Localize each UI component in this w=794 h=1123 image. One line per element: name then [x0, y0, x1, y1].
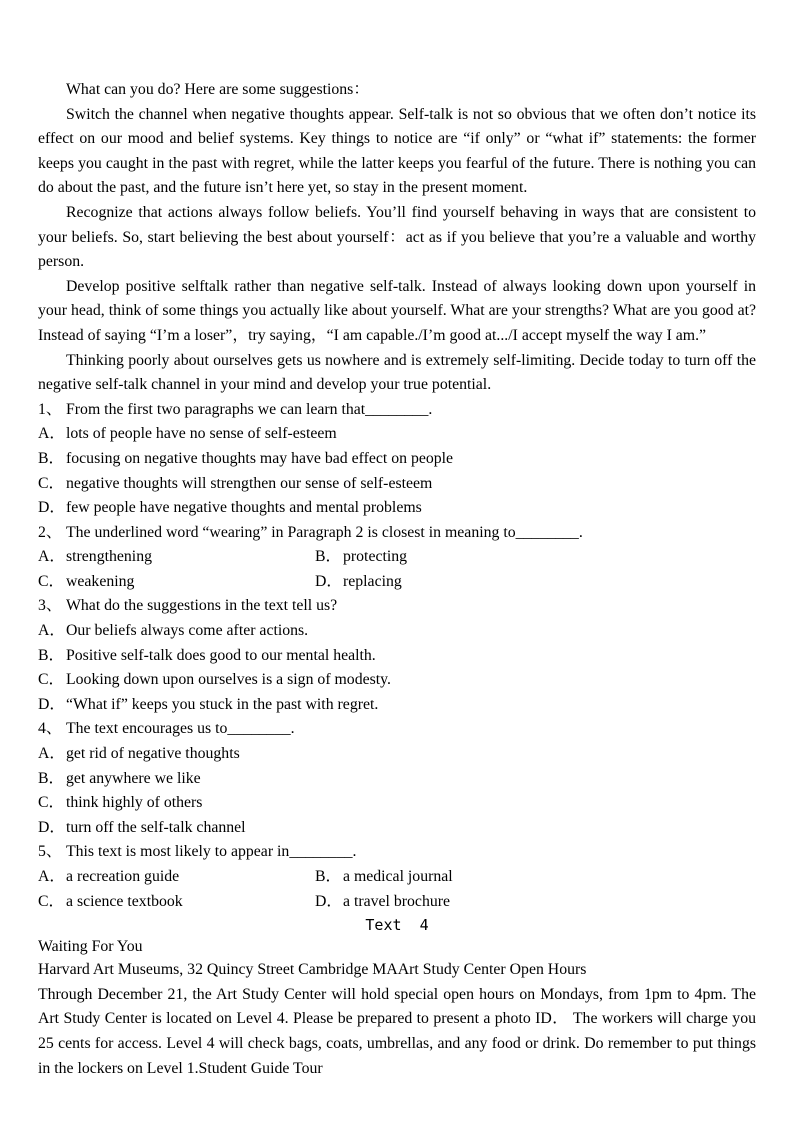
question-3-option-d	[38, 693, 756, 718]
option-text: a recreation guide	[66, 868, 180, 885]
question-3-number: 3、	[38, 597, 62, 615]
question-3-option-c	[38, 668, 756, 693]
question-5	[38, 840, 756, 865]
option-label: B．	[315, 548, 342, 566]
question-2	[38, 521, 756, 546]
passage-paragraph-1: What can you do? Here are some suggestions：	[66, 81, 370, 98]
question-5-options-row-2	[38, 890, 756, 915]
question-2-option-b	[315, 545, 407, 570]
section-title: Waiting For You	[38, 938, 143, 956]
option-label: A．	[38, 425, 66, 443]
section-heading-text-4: Text 4	[365, 916, 429, 935]
option-label: D．	[38, 499, 66, 517]
option-text: get rid of negative thoughts	[66, 745, 240, 763]
option-text: think highly of others	[66, 794, 203, 812]
question-1-option-a	[38, 422, 756, 447]
question-2-options-row-1	[38, 545, 756, 570]
option-label: A．	[38, 548, 66, 566]
question-3-text: What do the suggestions in the text tell us?	[66, 597, 338, 615]
option-label: D．	[315, 572, 343, 590]
option-text: Looking down upon ourselves is a sign of modesty.	[66, 671, 391, 689]
passage-paragraph-4: Develop positive selftalk rather than negative self-talk. Instead of always looking down upon yourself in your head, think of some things you actually like about yourself. What are your strengths? What are you good at? Instead of saying “I’m a loser”，try saying，“I am capable./I’m good at.../I accept myself the way I am.”	[38, 277, 756, 344]
option-text: weakening	[66, 572, 135, 590]
option-text: Positive self-talk does good to our mental health.	[66, 646, 376, 664]
question-5-text: This text is most likely to appear in________.	[66, 843, 357, 861]
option-text: “What if” keeps you stuck in the past with regret.	[66, 695, 379, 713]
option-text: a science textbook	[66, 892, 183, 910]
question-4-number: 4、	[38, 720, 62, 738]
option-label: C．	[38, 794, 65, 812]
option-text: a medical journal	[343, 868, 453, 885]
question-1-option-d	[38, 496, 756, 521]
option-label: C．	[38, 892, 65, 910]
option-label: C．	[38, 474, 65, 492]
option-label: A．	[38, 868, 66, 885]
option-text: Our beliefs always come after actions.	[66, 622, 309, 640]
section-address-line: Harvard Art Museums, 32 Quincy Street Cambridge MAArt Study Center Open Hours	[38, 961, 587, 979]
option-label: B．	[38, 449, 65, 467]
option-text: a travel brochure	[343, 892, 451, 910]
question-5-option-b	[315, 865, 453, 890]
question-5-option-a	[38, 865, 315, 890]
question-1-option-b	[38, 447, 756, 472]
question-2-text: The underlined word “wearing” in Paragraph 2 is closest in meaning to________.	[66, 523, 583, 541]
question-4-option-d	[38, 816, 756, 841]
option-text: replacing	[343, 572, 402, 590]
option-label: B．	[38, 769, 65, 787]
passage-paragraph-5: Thinking poorly about ourselves gets us nowhere and is extremely self-limiting. Decide today to turn off the negative self-talk channel in your mind and develop your true potential.	[38, 351, 756, 394]
question-1	[38, 398, 756, 423]
question-2-option-c	[38, 570, 315, 595]
option-label: A．	[38, 745, 66, 763]
question-5-option-d	[315, 890, 450, 915]
question-4-option-a	[38, 742, 756, 767]
question-3-option-b	[38, 644, 756, 669]
question-2-option-d	[315, 570, 402, 595]
passage-paragraph-3: Recognize that actions always follow beliefs. You’ll find yourself behaving in ways that are consistent to your beliefs. So, start believing the best about yourself：act as if you believe that you’re a valuable and worthy person.	[38, 203, 756, 271]
question-4	[38, 717, 756, 742]
question-3-option-a	[38, 619, 756, 644]
question-5-number: 5、	[38, 843, 62, 861]
question-5-options-row-1	[38, 865, 756, 890]
passage-paragraph-2: Switch the channel when negative thoughts appear. Self-talk is not so obvious that we often don’t notice its effect on our mood and belief systems. Key things to notice are “if only” or “what if” statements: the former keeps you caught in the past with regret, while the latter keeps you fearful of the future. There is nothing you can do about the past, and the future isn’t here yet, so stay in the present moment.	[38, 105, 756, 197]
question-4-option-b	[38, 767, 756, 792]
option-label: D．	[38, 818, 66, 836]
question-1-option-c	[38, 472, 756, 497]
option-label: B．	[38, 646, 65, 664]
question-2-option-a	[38, 545, 315, 570]
question-4-text: The text encourages us to________.	[66, 720, 295, 738]
option-label: C．	[38, 572, 65, 590]
question-1-number: 1、	[38, 400, 62, 418]
question-2-options-row-2	[38, 570, 756, 595]
option-text: strengthening	[66, 548, 152, 566]
option-label: B．	[315, 868, 342, 885]
option-label: D．	[315, 892, 343, 910]
option-text: get anywhere we like	[66, 769, 201, 787]
question-2-number: 2、	[38, 523, 62, 541]
option-text: focusing on negative thoughts may have bad effect on people	[66, 449, 454, 467]
option-text: protecting	[343, 548, 408, 566]
option-text: negative thoughts will strengthen our sense of self-esteem	[66, 474, 433, 492]
option-label: C．	[38, 671, 65, 689]
option-text: turn off the self-talk channel	[66, 818, 246, 836]
option-label: D．	[38, 695, 66, 713]
question-5-option-c	[38, 890, 315, 915]
option-label: A．	[38, 622, 66, 640]
question-3	[38, 594, 756, 619]
option-text: few people have negative thoughts and mental problems	[66, 499, 422, 517]
option-text: lots of people have no sense of self-esteem	[66, 425, 337, 443]
section-body-paragraph: Through December 21, the Art Study Center will hold special open hours on Mondays, from 1pm to 4pm. The Art Study Center is located on Level 4. Please be prepared to present a photo ID． The workers will charge you 25 cents for access. Level 4 will check bags, coats, umbrellas, and any food or drink. Do remember to put things in the lockers on Level 1.Student Guide Tour	[38, 985, 756, 1077]
question-4-option-c	[38, 791, 756, 816]
question-1-text: From the first two paragraphs we can learn that________.	[66, 400, 433, 418]
